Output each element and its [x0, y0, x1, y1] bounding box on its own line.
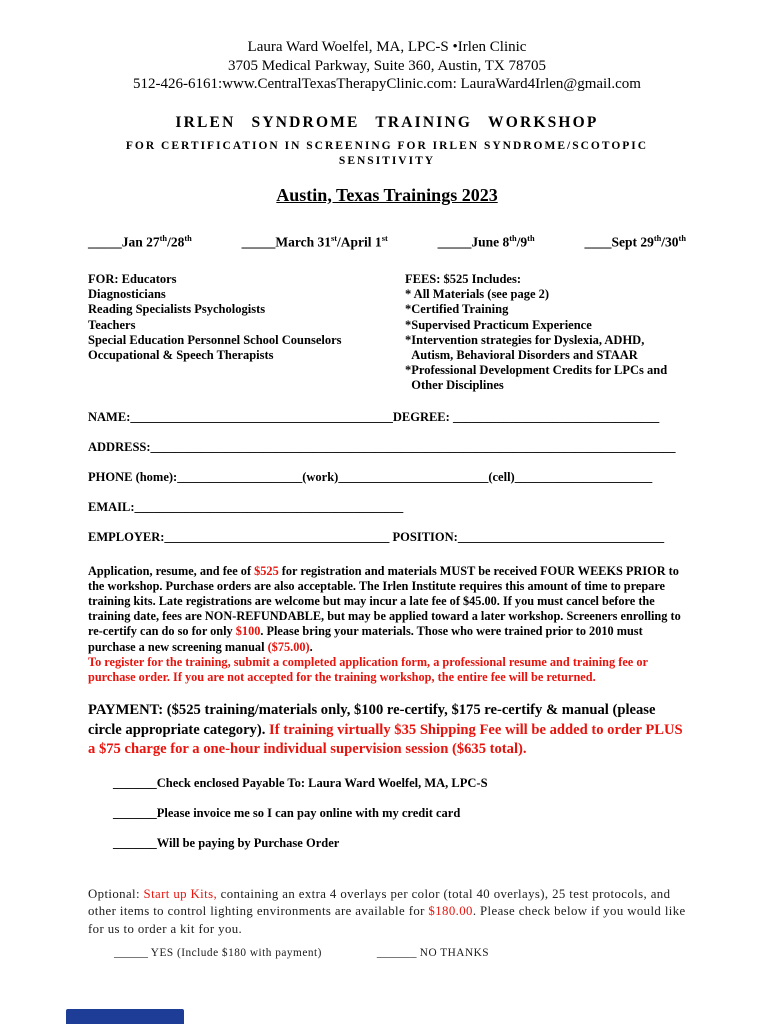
- employer-label: EMPLOYER:: [88, 529, 165, 544]
- workshop-subtitle: [88, 139, 686, 169]
- date-march-text2: /April 1: [337, 234, 382, 249]
- audience-column: [88, 272, 405, 394]
- registration-red-notice: To register for the training, submit a completed application form, a professional resume and training fee or purchase order. If you are not accepted for the training workshop, the entire fee will be returned.: [88, 654, 648, 685]
- employer-field-line: [88, 531, 686, 544]
- registration-text: .: [309, 639, 313, 654]
- fees-item: *Professional Development Credits for LPCs and: [405, 363, 668, 378]
- kit-price-highlight: $180.00: [428, 904, 473, 919]
- employer-input-blank[interactable]: ____________________________________: [164, 529, 390, 544]
- audience-item: Diagnosticians: [88, 287, 166, 302]
- date-jan-text: Jan 27: [121, 234, 160, 249]
- payment-option-purchase-order: [88, 837, 686, 850]
- fee-amount-100: $100: [235, 624, 261, 639]
- name-input-blank[interactable]: __________________________________________: [130, 409, 393, 424]
- phone-cell-input-blank[interactable]: ______________________: [514, 469, 653, 484]
- fees-item: FEES: $525 Includes:: [405, 272, 521, 286]
- registration-text: . Please bring your materials. Those who were trained prior to 2010 must purchase a new screening manual: [88, 624, 643, 654]
- date-jan-blank[interactable]: _____: [88, 234, 122, 249]
- date-jan-text2: /28: [167, 234, 185, 249]
- degree-label: DEGREE:: [392, 409, 453, 424]
- audience-item: Special Education Personnel School Counselors: [88, 332, 342, 347]
- registration-text: Application, resume, and fee of: [88, 563, 255, 578]
- phone-cell-label: (cell): [488, 469, 515, 484]
- audience-item: Occupational & Speech Therapists: [88, 348, 274, 363]
- date-jan-sup1: th: [159, 233, 168, 243]
- date-option-sept: [584, 234, 686, 251]
- date-sept-blank[interactable]: ____: [584, 234, 612, 249]
- kit-yes-label: YES (Include $180 with payment): [147, 947, 322, 960]
- date-march-blank[interactable]: _____: [241, 234, 276, 249]
- optional-text: . Please check below if you would like for us to order a kit for you.: [88, 904, 686, 936]
- training-dates-row: [88, 234, 686, 251]
- email-input-blank[interactable]: ___________________________________________: [134, 499, 404, 514]
- position-input-blank[interactable]: _________________________________: [457, 529, 665, 544]
- optional-kit-paragraph: [88, 886, 686, 939]
- clinic-contact: 512-426-6161:www.CentralTexasTherapyClinic.com: LauraWard4Irlen@gmail.com: [133, 76, 641, 92]
- date-june-sup2: th: [527, 233, 535, 243]
- fees-item: * All Materials (see page 2): [405, 287, 550, 302]
- fees-item: Autism, Behavioral Disorders and STAAR: [405, 348, 638, 363]
- date-june-text: June 8: [471, 234, 510, 249]
- kit-no-blank[interactable]: _______: [376, 947, 417, 960]
- phone-work-label: (work): [302, 469, 339, 484]
- check-enclosed-blank[interactable]: _______: [113, 775, 157, 790]
- registration-terms-paragraph: [88, 564, 686, 655]
- optional-text: Optional:: [88, 886, 144, 901]
- fee-amount-525: $525: [254, 563, 279, 578]
- workshop-subtitle-line2: SENSITIVITY: [338, 154, 436, 167]
- fee-amount-75: ($75.00): [267, 639, 310, 654]
- address-label: ADDRESS:: [88, 439, 151, 454]
- clinic-name: Laura Ward Woelfel, MA, LPC-S •Irlen Clinic: [247, 39, 527, 55]
- audience-item: FOR: Educators: [88, 272, 177, 286]
- fees-column: [405, 272, 686, 394]
- kit-yes-blank[interactable]: ______: [114, 947, 148, 960]
- position-label: POSITION:: [389, 529, 458, 544]
- purchase-order-label: Will be paying by Purchase Order: [156, 835, 340, 850]
- fees-item: Other Disciplines: [405, 378, 504, 393]
- date-march-sup1: st: [331, 233, 338, 243]
- date-march-sup2: st: [381, 233, 388, 243]
- clinic-address: 3705 Medical Parkway, Suite 360, Austin, TX 78705: [228, 57, 546, 74]
- kit-no-label: NO THANKS: [416, 947, 490, 960]
- phone-field-line: [88, 471, 686, 484]
- payment-paragraph: [88, 701, 686, 760]
- date-sept-text: Sept 29: [611, 234, 654, 249]
- date-june-text2: /9: [516, 234, 528, 249]
- fees-item: *Intervention strategies for Dyslexia, ADHD,: [405, 332, 645, 347]
- check-enclosed-label: Check enclosed Payable To: Laura Ward Woelfel, MA, LPC-S: [156, 775, 488, 790]
- name-label: NAME:: [88, 409, 131, 424]
- fees-item: *Certified Training: [405, 302, 509, 317]
- email-field-line: [88, 501, 686, 514]
- invoice-blank[interactable]: _______: [113, 805, 157, 820]
- workshop-title: IRLEN SYNDROME TRAINING WORKSHOP: [175, 113, 599, 131]
- date-option-june: [438, 234, 535, 251]
- phone-work-input-blank[interactable]: ________________________: [338, 469, 489, 484]
- date-june-sup1: th: [509, 233, 517, 243]
- address-input-blank[interactable]: ____________________________________________________________________________________: [150, 439, 676, 454]
- phone-home-input-blank[interactable]: ____________________: [177, 469, 303, 484]
- name-field-line: [88, 411, 686, 424]
- workshop-title-block: [88, 114, 686, 169]
- date-june-blank[interactable]: _____: [437, 234, 472, 249]
- startup-kits-highlight: Start up Kits,: [143, 886, 218, 901]
- payment-option-invoice: [88, 807, 686, 820]
- date-sept-sup2: th: [678, 233, 686, 243]
- bottom-button-partial[interactable]: [66, 1009, 184, 1024]
- page-title: Austin, Texas Trainings 2023: [276, 184, 498, 205]
- address-field-line: [88, 441, 686, 454]
- degree-input-blank[interactable]: _________________________________: [452, 409, 660, 424]
- info-columns: [88, 272, 686, 394]
- audience-item: Teachers: [88, 317, 136, 332]
- registration-text: for registration and materials MUST be received FOUR WEEKS PRIOR to the workshop. Purchase orders are also acceptable. The Irlen Institute requires this amount of time to prepare training kits. Late registrations are welcome but may incur a late fee of $45.00. If you must cancel before the training date, fees are NON-REFUNDABLE, but may be applied toward a later workshop. Screeners enrolling to re-certify can do so for only: [88, 563, 681, 639]
- date-option-jan: [88, 234, 192, 251]
- purchase-order-blank[interactable]: _______: [113, 835, 157, 850]
- date-march-text: March 31: [275, 234, 331, 249]
- payment-option-check: [88, 777, 686, 790]
- date-sept-text2: /30: [661, 234, 679, 249]
- email-label: EMAIL:: [88, 499, 135, 514]
- date-sept-sup1: th: [653, 233, 662, 243]
- payment-virtual-notice: If training virtually $35 Shipping Fee will be added to order PLUS a $75 charge for a one-hour individual supervision session ($635 total).: [88, 721, 683, 758]
- invoice-label: Please invoice me so I can pay online with my credit card: [156, 805, 461, 820]
- date-option-march: [242, 234, 388, 251]
- optional-text: containing an extra 4 overlays per color (total 40 overlays), 25 test protocols, and other items to control lighting environments are available for: [88, 886, 671, 919]
- audience-item: Reading Specialists Psychologists: [88, 302, 266, 317]
- kit-choice-line: [88, 947, 686, 959]
- clinic-header: [88, 38, 686, 94]
- phone-home-label: PHONE (home):: [88, 469, 178, 484]
- workshop-subtitle-line1: FOR CERTIFICATION IN SCREENING FOR IRLEN SYNDROME/SCOTOPIC: [125, 139, 649, 152]
- fees-item: *Supervised Practicum Experience: [405, 317, 592, 332]
- payment-text: PAYMENT: ($525 training/materials only, $100 re-certify, $175 re-certify & manual (please circle appropriate category).: [88, 702, 656, 738]
- date-jan-sup2: th: [184, 233, 192, 243]
